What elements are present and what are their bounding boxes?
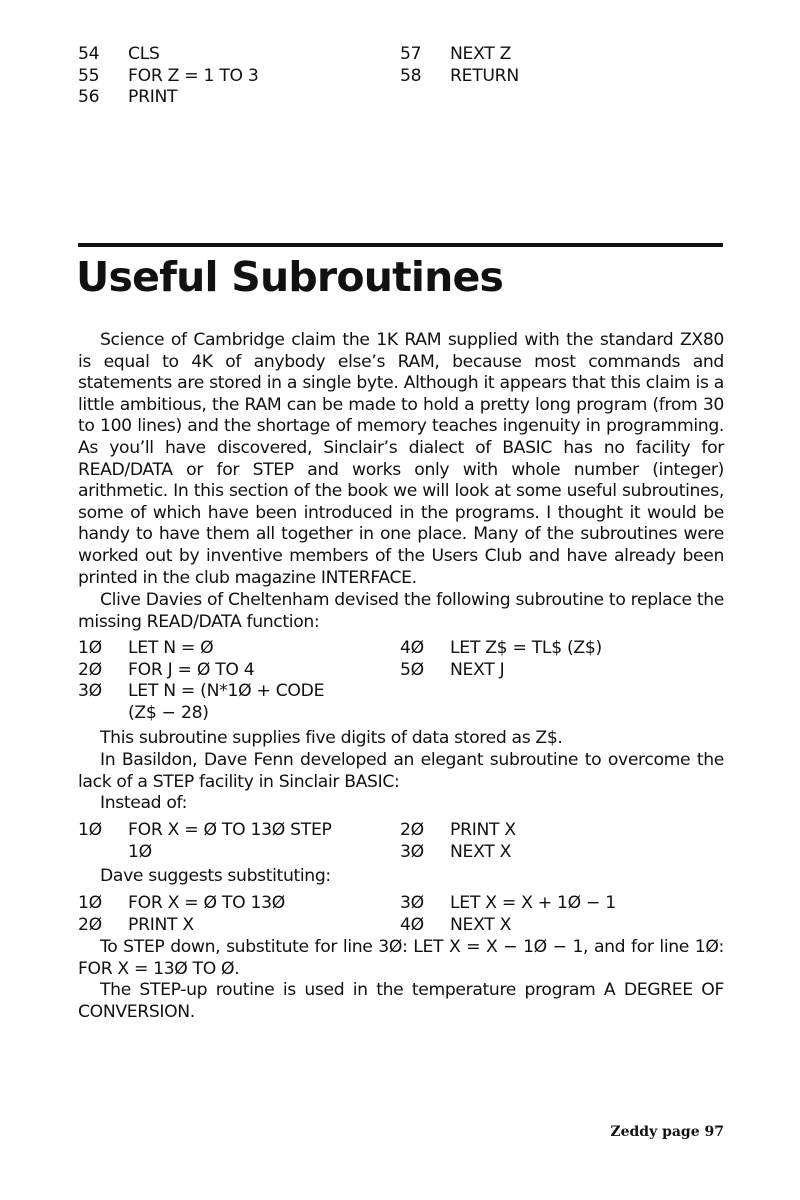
statement: FOR Z = 1 TO 3 <box>128 65 259 86</box>
code-line <box>78 915 398 937</box>
statement-continuation: 1Ø <box>128 841 152 862</box>
supplies-paragraph: This subroutine supplies five digits of data stored as Z$. <box>100 728 563 748</box>
line-number: 57 <box>400 44 422 64</box>
line-number: 5Ø <box>400 659 424 680</box>
line-number: 3Ø <box>400 893 424 913</box>
statement: PRINT X <box>128 914 194 935</box>
statement: PRINT <box>128 87 178 108</box>
code-line-continuation <box>78 842 398 864</box>
line-number: 54 <box>78 44 100 64</box>
code-line <box>400 660 720 682</box>
line-number: 4Ø <box>400 638 424 658</box>
page-footer: Zeddy page 97 <box>610 1124 724 1140</box>
code-line <box>78 893 398 915</box>
listing-right-column <box>400 893 720 936</box>
line-number: 55 <box>78 65 100 86</box>
statement: NEXT X <box>450 841 512 862</box>
code-line <box>78 66 398 88</box>
code-line <box>78 820 398 842</box>
code-line <box>78 87 398 109</box>
code-line <box>78 44 398 66</box>
basildon-paragraph: In Basildon, Dave Fenn developed an elegant subroutine to overcome the lack of a STEP facility in Sinclair BASIC: <box>78 750 724 792</box>
code-line <box>78 638 398 660</box>
code-line <box>400 638 720 660</box>
statement: FOR J = Ø TO 4 <box>128 659 255 680</box>
line-number: 4Ø <box>400 914 424 935</box>
instead-of-label: Instead of: <box>100 793 188 813</box>
line-number: 2Ø <box>400 820 424 840</box>
code-line <box>400 915 720 937</box>
line-number: 1Ø <box>78 893 102 913</box>
line-number: 2Ø <box>78 659 102 680</box>
line-number: 56 <box>78 87 100 108</box>
line-number: 1Ø <box>78 638 102 658</box>
section-rule <box>78 243 723 247</box>
listing-right-column <box>400 44 720 87</box>
clive-paragraph: Clive Davies of Cheltenham devised the following subroutine to replace the missing READ/DATA function: <box>78 590 724 632</box>
step-up-paragraph: The STEP-up routine is used in the temperature program A DEGREE OF CONVERSION. <box>78 980 724 1022</box>
line-number: 1Ø <box>78 820 102 840</box>
statement: LET Z$ = TL$ (Z$) <box>450 638 602 658</box>
code-line-continuation <box>78 703 398 725</box>
statement: CLS <box>128 44 160 64</box>
statement: PRINT X <box>450 820 516 840</box>
statement: FOR X = Ø TO 13Ø <box>128 893 286 913</box>
code-line <box>400 66 720 88</box>
code-line <box>400 820 720 842</box>
code-line <box>400 842 720 864</box>
listing-right-column <box>400 638 720 681</box>
line-number: 58 <box>400 65 422 86</box>
line-number: 3Ø <box>78 681 102 702</box>
statement: LET N = Ø <box>128 638 214 658</box>
intro-paragraph: Science of Cambridge claim the 1K RAM supplied with the standard ZX80 is equal to 4K of anybody else’s RAM, because most commands and statements are stored in a single byte. Although it appears that this claim is a little ambitious, the RAM can be made to hold a pretty long program (from 30 to 100 lines) and the shortage of memory teaches ingenuity in programming. As you’ll have discovered, Sinclair’s dialect of BASIC has no facility for READ/DATA or for STEP and works only with whole number (integer) arithmetic. In this section of the book we will look at some useful subroutines, some of which have been introduced in the programs. I thought it would be handy to have them all together in one place. Many of the subroutines were worked out by inventive members of the Users Club and have already been printed in the club magazine INTERFACE. <box>78 330 724 588</box>
code-line <box>400 44 720 66</box>
code-line <box>78 681 398 703</box>
statement: RETURN <box>450 65 519 86</box>
step-down-paragraph: To STEP down, substitute for line 3Ø: LET X = X − 1Ø − 1, and for line 1Ø: FOR X = 13Ø TO Ø. <box>78 937 724 979</box>
section-title: Useful Subroutines <box>76 253 504 301</box>
code-line <box>78 660 398 682</box>
suggests-paragraph: Dave suggests substituting: <box>100 866 331 886</box>
listing-left-column <box>78 44 398 109</box>
statement-continuation: (Z$ − 28) <box>128 702 209 723</box>
statement: NEXT J <box>450 659 505 680</box>
listing-left-column <box>78 638 398 724</box>
line-number: 2Ø <box>78 914 102 935</box>
statement: LET X = X + 1Ø − 1 <box>450 893 616 913</box>
statement: NEXT Z <box>450 44 512 64</box>
listing-left-column <box>78 820 398 863</box>
statement: FOR X = Ø TO 13Ø STEP <box>128 820 332 840</box>
listing-right-column <box>400 820 720 863</box>
line-number: 3Ø <box>400 841 424 862</box>
code-line <box>400 893 720 915</box>
statement: LET N = (N*1Ø + CODE <box>128 681 325 702</box>
statement: NEXT X <box>450 914 512 935</box>
listing-left-column <box>78 893 398 936</box>
